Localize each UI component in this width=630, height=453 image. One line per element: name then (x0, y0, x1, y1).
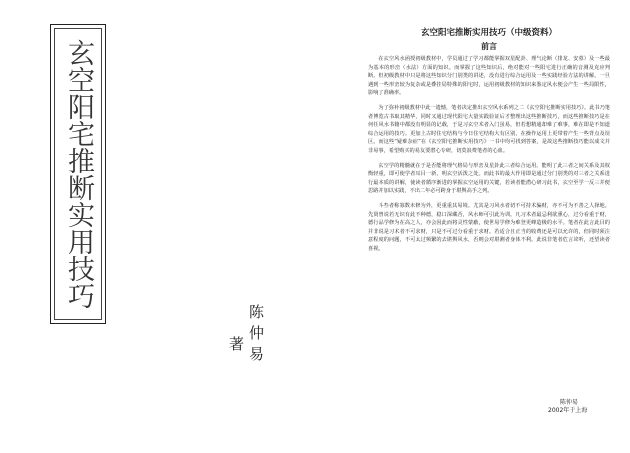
preface-paragraph: 玄空学的精髓就在于是否能将理气格局与形峦及星卦此三者综合运用。能明了此三者之间关系及其权衡轻重，即可使学者耳目一新，明玄空活泼之处。而此书的最大作用即是通过分门别类的对三者之关系进行最本质的讲解，使读者循序渐进的掌握玄空运用的关键，若读者能潜心研习此书，玄空至学一反三并便思路并加以实践，不出二年必可跨身于堪舆高手之列。 (368, 162, 610, 195)
preface-page (368, 28, 610, 259)
signature-date: 2002年于上海 (548, 407, 588, 414)
author-name: 陈仲易 (247, 304, 265, 367)
book-title-frame (50, 24, 106, 324)
document-title: 玄空阳宅推断实用技巧（中级资料） (420, 28, 557, 38)
signature-name: 陈仲易 (560, 399, 579, 406)
section-title: 前言 (481, 42, 497, 51)
preface-paragraph: 为了弥补初级教材中此一遗憾，笔者决定推出玄空风水系列之二《玄空阳宅推断实用技巧》。此书乃笔者博览古书取其精华，同时又通过现代阳宅大量实践验证后才整理出这些推断技巧，而这些推断技巧是在何任风水书籍中都没有明显的记载，于是习玄空术者入门虽易，但若想精通却难了难事，难在即是不知道综合运用的技巧。更加上古时住宅结构与今日住宅结构大有区别，在操作运用上更带着产生一些背点及误区。而这些“疑难杂症”在《玄空阳宅推断实用技巧》一书中均可找到答案，是故这些推断技巧能以成文并非易事，希望购买的易友要潜心专研，切莫浪费笔者的心血。 (368, 104, 610, 154)
preface-paragraph: 在玄空风水函授初级教材中，学员通过了学习都能掌握双星配卦、理气论断（排龙、安墓）及一些最为基本的形峦（水法）方面的知识。而掌握了这些知识后，绝对能对一些阳宅进行正确的音测及克应判断。但初级教材中只是将这些知识分门别类的讲述，没有进行综合运用及一些实践经验方法的讲解。一旦遇到一些形峦较为复杂或是叠挂局特殊的阳宅时，运用初级教材的知识来鉴定风水便会产生一些局限性，影响了准确率。 (368, 56, 610, 97)
preface-paragraph: 斗叁者称寡数未修为外，更重重其易境。尤其是习风水者切不可持术骗财，亦不可为不善之人择地。先贤曾说若无识有此不种德，稳口深藏否，风水师可引此为训。凡习术者最忌利欲熏心，过分看重于财，德行品学修为在高之人，亦会因此而将灵性蒙蔽，使世易学修为难登更峰造极的水平。笔者在此言此目的并非说是习术者不可求财，只是不可过分看重于求财。若适合且正当的收费还是可以允许的，但同时须注意程度的问题，不可太过频繁的去堪舆风水，否则会对堪测者身体不利。此说非笔者危言耸听，还望读者喜视。 (368, 202, 610, 252)
author-block (226, 304, 266, 367)
author-suffix: 著 (227, 336, 245, 351)
book-title: 玄空阳宅推断实用技巧 (63, 39, 94, 309)
